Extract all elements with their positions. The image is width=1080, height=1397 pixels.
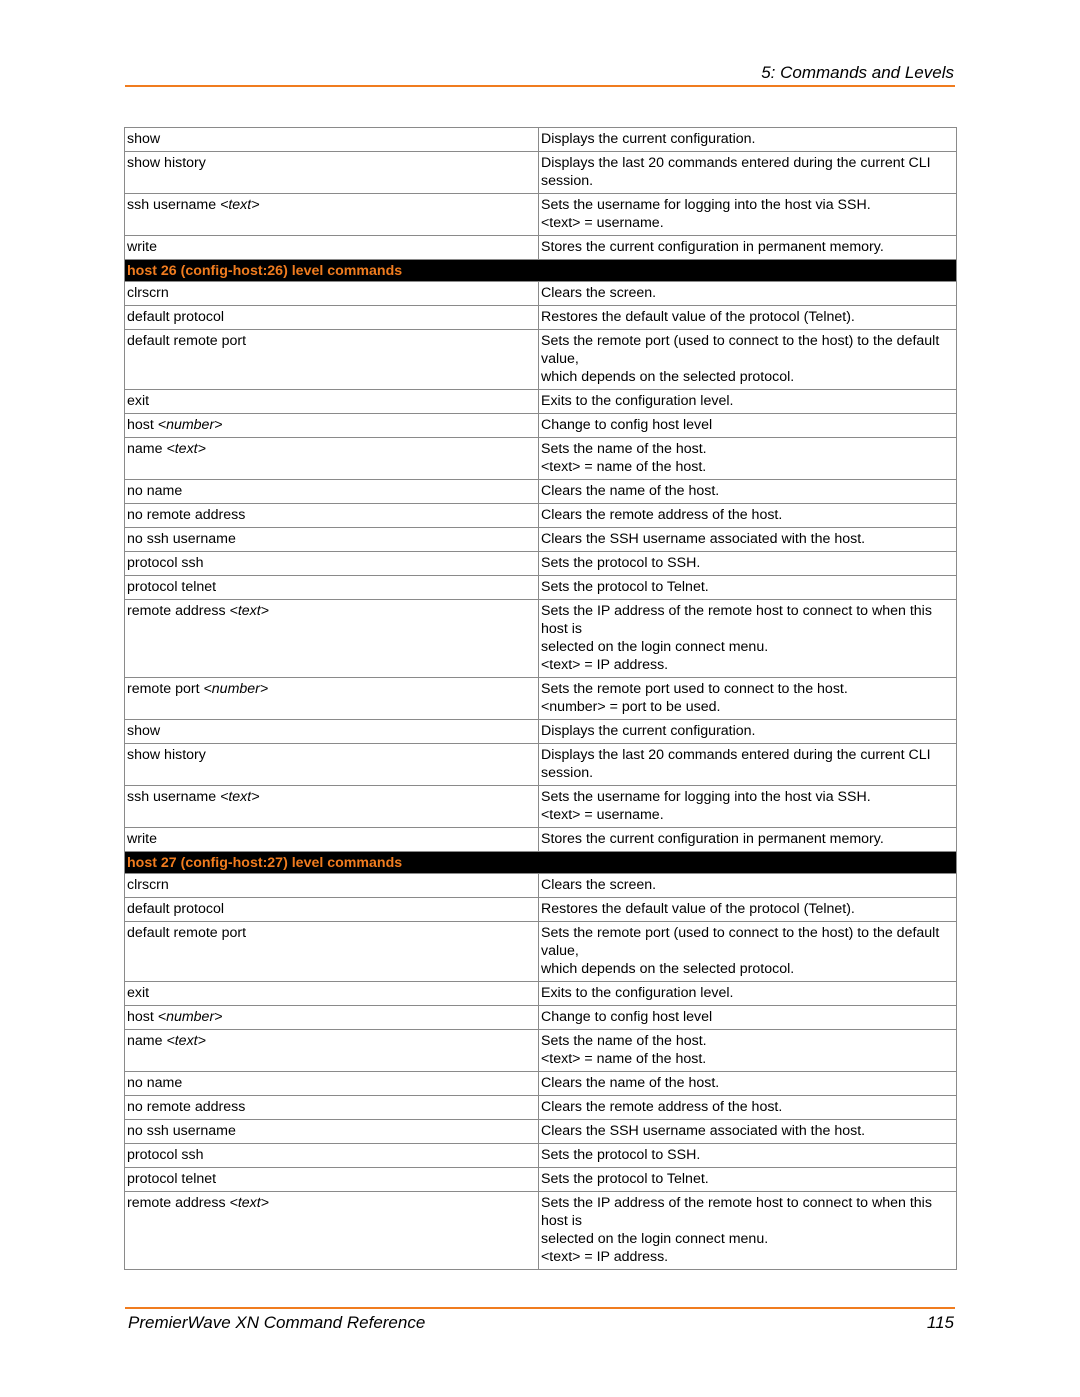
command-description: Sets the name of the host. <text> = name of the host. [539,1030,957,1072]
command-row [125,576,957,600]
command-name: ssh username [127,789,217,805]
command-description: Clears the screen. [539,282,957,306]
command-name: write [127,831,157,847]
command-argument: <number> [157,417,223,433]
command-description: Clears the screen. [539,874,957,898]
command-row [125,528,957,552]
command-cell [125,194,539,236]
command-argument: <number> [203,681,269,697]
command-name: default remote port [127,333,247,349]
command-name: protocol ssh [127,1147,204,1163]
command-description: Restores the default value of the protocol (Telnet). [539,898,957,922]
command-cell [125,982,539,1006]
command-cell [125,528,539,552]
command-row [125,1096,957,1120]
command-row [125,414,957,438]
command-description: Sets the remote port (used to connect to the host) to the default value, which depends on the selected protocol. [539,922,957,982]
command-row [125,128,957,152]
command-name: show history [127,155,206,171]
command-cell [125,306,539,330]
command-name: show history [127,747,206,763]
command-row [125,1144,957,1168]
command-cell [125,678,539,720]
command-description: Sets the IP address of the remote host to connect to when this host is selected on the login connect menu. <text> = IP address. [539,600,957,678]
section-title: host 27 (config-host:27) level commands [125,852,957,874]
command-row [125,480,957,504]
command-cell [125,390,539,414]
command-cell [125,1006,539,1030]
command-cell [125,330,539,390]
command-row [125,1072,957,1096]
command-cell [125,414,539,438]
command-cell [125,236,539,260]
command-name: exit [127,985,150,1001]
command-name: remote address [127,603,226,619]
command-cell [125,874,539,898]
command-argument: <number> [157,1009,223,1025]
command-cell [125,576,539,600]
section-header-row [125,852,957,874]
command-cell [125,438,539,480]
command-argument: <text> [229,1195,269,1211]
command-cell [125,128,539,152]
command-cell [125,504,539,528]
command-row [125,390,957,414]
command-name: protocol ssh [127,555,204,571]
command-description: Clears the SSH username associated with the host. [539,1120,957,1144]
page-number: 115 [926,1313,954,1332]
command-description: Stores the current configuration in permanent memory. [539,236,957,260]
command-description: Clears the name of the host. [539,1072,957,1096]
command-name: default remote port [127,925,247,941]
command-name: exit [127,393,150,409]
command-argument: <text> [166,1033,206,1049]
command-description: Change to config host level [539,1006,957,1030]
command-cell [125,786,539,828]
command-cell [125,1030,539,1072]
command-row [125,282,957,306]
section-title: host 26 (config-host:26) level commands [125,260,957,282]
command-cell [125,828,539,852]
command-cell [125,1120,539,1144]
command-name: no name [127,1075,183,1091]
command-row [125,600,957,678]
command-row [125,744,957,786]
command-cell [125,1096,539,1120]
command-description: Sets the IP address of the remote host to connect to when this host is selected on the login connect menu. <text> = IP address. [539,1192,957,1270]
command-name: name [127,441,163,457]
command-argument: <text> [220,197,260,213]
command-description: Sets the remote port used to connect to the host. <number> = port to be used. [539,678,957,720]
command-cell [125,152,539,194]
command-cell [125,1144,539,1168]
command-cell [125,282,539,306]
command-row [125,1006,957,1030]
command-name: remote port [127,681,200,697]
command-row [125,236,957,260]
command-description: Sets the remote port (used to connect to the host) to the default value, which depends on the selected protocol. [539,330,957,390]
command-cell [125,898,539,922]
command-name: show [127,723,161,739]
command-description: Clears the SSH username associated with the host. [539,528,957,552]
command-name: no ssh username [127,1123,236,1139]
command-description: Exits to the configuration level. [539,390,957,414]
command-name: host [127,417,154,433]
command-description: Sets the name of the host. <text> = name of the host. [539,438,957,480]
command-name: clrscrn [127,285,169,301]
command-row [125,306,957,330]
command-row [125,194,957,236]
command-cell [125,600,539,678]
command-row [125,922,957,982]
command-name: no remote address [127,507,246,523]
command-cell [125,1072,539,1096]
command-description: Sets the username for logging into the host via SSH. <text> = username. [539,194,957,236]
command-description: Clears the name of the host. [539,480,957,504]
command-cell [125,1168,539,1192]
section-header-row [125,260,957,282]
command-description: Sets the protocol to Telnet. [539,576,957,600]
command-row [125,678,957,720]
command-table-body [125,128,957,1270]
command-name: no remote address [127,1099,246,1115]
command-row [125,152,957,194]
command-row [125,504,957,528]
command-row [125,898,957,922]
command-row [125,1192,957,1270]
command-description: Sets the protocol to SSH. [539,552,957,576]
command-name: no name [127,483,183,499]
command-name: protocol telnet [127,579,217,595]
header-rule [125,85,955,87]
command-name: remote address [127,1195,226,1211]
command-row [125,330,957,390]
command-description: Clears the remote address of the host. [539,1096,957,1120]
command-description: Clears the remote address of the host. [539,504,957,528]
command-name: default protocol [127,901,225,917]
command-row [125,1120,957,1144]
command-description: Restores the default value of the protocol (Telnet). [539,306,957,330]
command-name: name [127,1033,163,1049]
command-description: Displays the current configuration. [539,720,957,744]
command-cell [125,1192,539,1270]
command-description: Sets the protocol to SSH. [539,1144,957,1168]
chapter-title: 5: Commands and Levels [761,63,954,82]
command-name: write [127,239,157,255]
command-description: Stores the current configuration in permanent memory. [539,828,957,852]
command-cell [125,922,539,982]
command-name: show [127,131,161,147]
command-description: Displays the last 20 commands entered during the current CLI session. [539,152,957,194]
command-argument: <text> [220,789,260,805]
command-description: Sets the username for logging into the host via SSH. <text> = username. [539,786,957,828]
command-description: Displays the last 20 commands entered during the current CLI session. [539,744,957,786]
footer-rule [125,1307,955,1309]
command-argument: <text> [229,603,269,619]
command-cell [125,720,539,744]
command-name: default protocol [127,309,225,325]
command-description: Exits to the configuration level. [539,982,957,1006]
command-row [125,874,957,898]
command-row [125,438,957,480]
command-row [125,552,957,576]
command-name: ssh username [127,197,217,213]
document-title: PremierWave XN Command Reference [128,1313,426,1332]
command-row [125,1168,957,1192]
command-description: Sets the protocol to Telnet. [539,1168,957,1192]
command-row [125,786,957,828]
command-row [125,828,957,852]
command-row [125,720,957,744]
command-name: host [127,1009,154,1025]
command-name: no ssh username [127,531,236,547]
command-row [125,1030,957,1072]
command-row [125,982,957,1006]
command-name: protocol telnet [127,1171,217,1187]
command-table [124,127,957,1270]
command-description: Displays the current configuration. [539,128,957,152]
command-cell [125,744,539,786]
command-name: clrscrn [127,877,169,893]
command-cell [125,480,539,504]
command-description: Change to config host level [539,414,957,438]
command-cell [125,552,539,576]
command-argument: <text> [166,441,206,457]
